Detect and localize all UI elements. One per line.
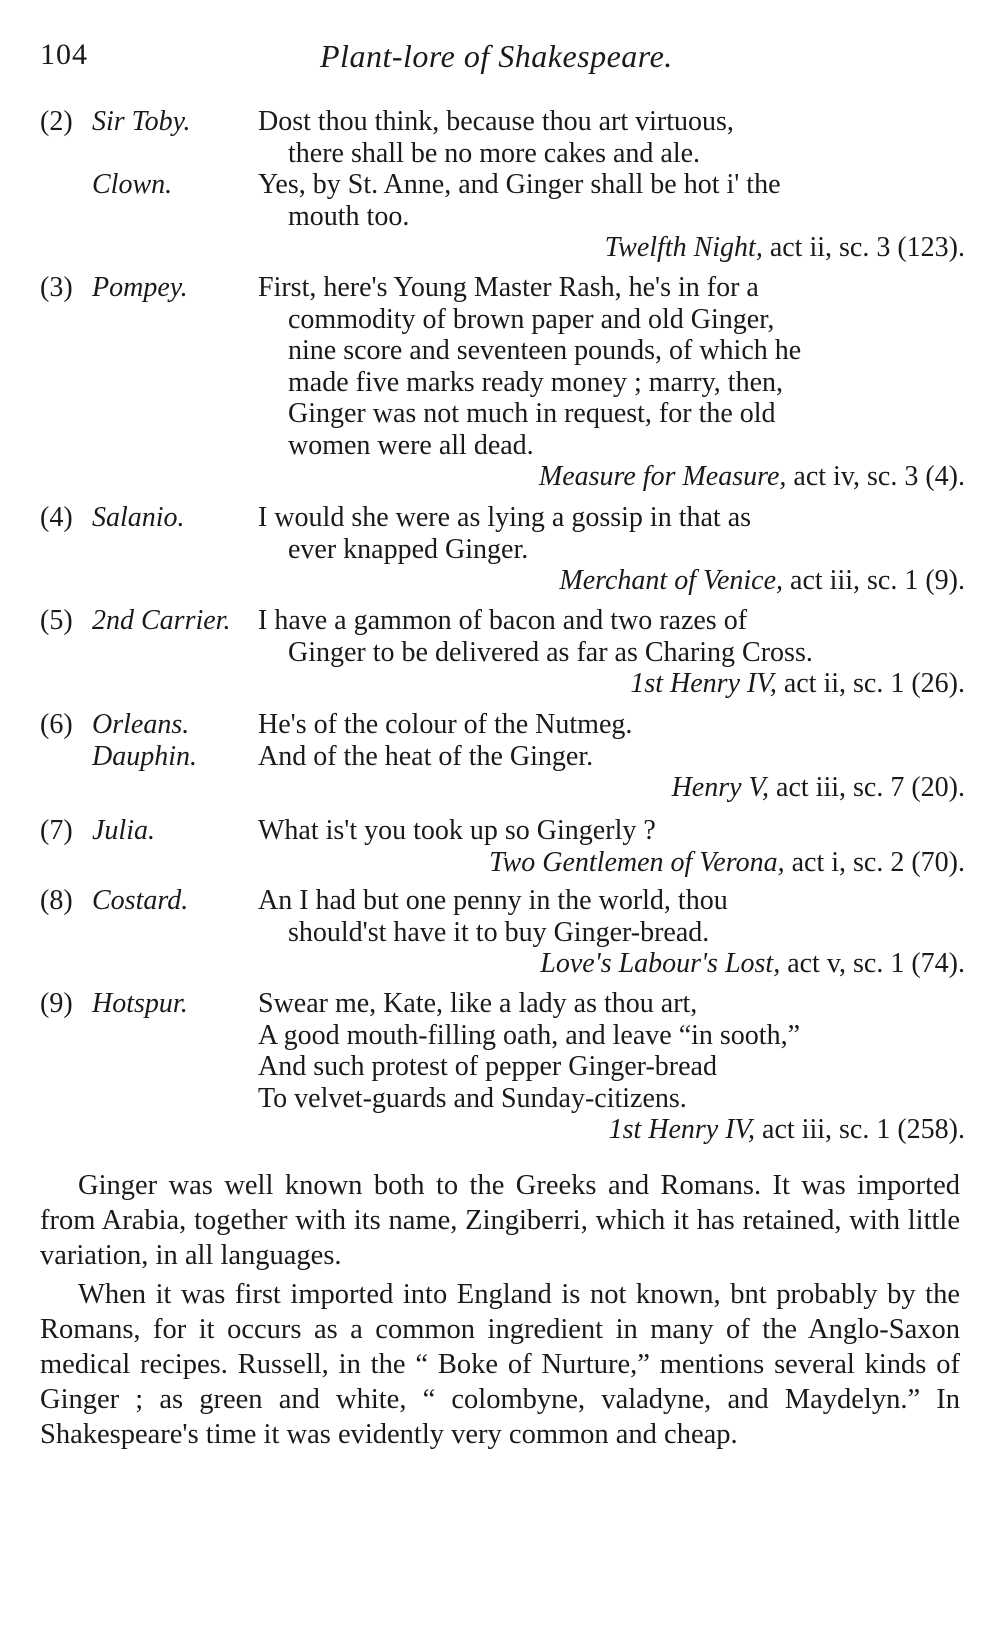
citation bbox=[40, 847, 965, 879]
speaker: Hotspur. bbox=[92, 988, 188, 1019]
quote-line: commodity of brown paper and old Ginger, bbox=[288, 303, 775, 335]
quote-number: (7) bbox=[40, 815, 73, 846]
quote-block bbox=[40, 502, 965, 597]
citation bbox=[40, 565, 965, 597]
citation-title: Merchant of Venice, bbox=[559, 565, 784, 596]
citation-title: Twelfth Night, bbox=[604, 232, 763, 263]
quote-line: Swear me, Kate, like a lady as thou art, bbox=[258, 988, 698, 1019]
speaker: Clown. bbox=[92, 169, 173, 200]
quote-number: (8) bbox=[40, 885, 73, 916]
citation-title: 1st Henry IV, bbox=[608, 1114, 756, 1145]
quote-block bbox=[40, 272, 965, 493]
speaker: Dauphin. bbox=[92, 740, 197, 772]
quote-number: (5) bbox=[40, 605, 73, 636]
citation-title: 1st Henry IV, bbox=[630, 668, 777, 699]
quote-line: And of the heat of the Ginger. bbox=[258, 740, 594, 772]
citation bbox=[40, 1114, 965, 1146]
quote-line: What is't you took up so Gingerly ? bbox=[258, 815, 656, 846]
quote-number: (2) bbox=[40, 106, 73, 137]
quote-line: ever knapped Ginger. bbox=[288, 533, 529, 565]
citation-title: Measure for Measure, bbox=[538, 461, 787, 492]
quote-block bbox=[40, 106, 965, 264]
quote-line: An I had but one penny in the world, thou bbox=[258, 885, 728, 916]
speaker: Sir Toby. bbox=[92, 106, 191, 137]
quote-number: (9) bbox=[40, 988, 73, 1019]
running-title: Plant-lore of Shakespeare. bbox=[320, 38, 673, 74]
quote-line: I would she were as lying a gossip in that as bbox=[258, 502, 752, 533]
quote-line: there shall be no more cakes and ale. bbox=[288, 137, 701, 169]
citation-ref: act ii, sc. 1 (26). bbox=[776, 668, 965, 699]
speaker: Costard. bbox=[92, 885, 189, 916]
citation bbox=[40, 232, 965, 264]
citation-ref: act iv, sc. 3 (4). bbox=[786, 461, 965, 492]
quote-line: A good mouth-filling oath, and leave “in sooth,” bbox=[258, 1019, 801, 1051]
quote-line: First, here's Young Master Rash, he's in for a bbox=[258, 272, 759, 303]
quote-line: Ginger was not much in request, for the old bbox=[288, 398, 776, 429]
paragraph: When it was first imported into England is not known, bnt probably by the Romans, for it occurs as a common ingredient in many of the Anglo-Saxon medical recipes. Russell, in the “ Boke of Nurture,” mentions several kinds of Ginger ; as green and white, “ colombyne, valadyne, and Maydelyn.” In Shakespeare's time it was evidently very common and cheap. bbox=[40, 1279, 960, 1450]
body-text bbox=[40, 1168, 960, 1456]
quote-line: To velvet-guards and Sunday-citizens. bbox=[258, 1082, 687, 1114]
citation-ref: act i, sc. 2 (70). bbox=[784, 846, 965, 878]
speaker: Julia. bbox=[92, 815, 155, 846]
quote-line: He's of the colour of the Nutmeg. bbox=[258, 709, 633, 740]
citation-ref: act v, sc. 1 (74). bbox=[780, 948, 965, 979]
citation-title: Henry V, bbox=[671, 772, 770, 803]
quote-line: should'st have it to buy Ginger-bread. bbox=[288, 916, 710, 948]
quote-block bbox=[40, 815, 965, 879]
speaker: Salanio. bbox=[92, 502, 185, 533]
citation-ref: act ii, sc. 3 (123). bbox=[762, 232, 965, 263]
quote-line: mouth too. bbox=[288, 200, 410, 232]
citation-ref: act iii, sc. 1 (9). bbox=[783, 565, 965, 596]
citation bbox=[40, 461, 965, 493]
page-number: 104 bbox=[40, 38, 88, 71]
quote-number: (4) bbox=[40, 502, 73, 533]
quote-block bbox=[40, 885, 965, 980]
quote-line: Dost thou think, because thou art virtuous, bbox=[258, 106, 734, 137]
page-header bbox=[40, 38, 960, 78]
quote-line: And such protest of pepper Ginger-bread bbox=[258, 1051, 717, 1082]
citation-ref: act iii, sc. 1 (258). bbox=[755, 1114, 965, 1145]
quote-number: (3) bbox=[40, 272, 73, 303]
speaker: Pompey. bbox=[92, 272, 188, 303]
citation bbox=[40, 668, 965, 700]
quote-number: (6) bbox=[40, 709, 73, 740]
quote-line: I have a gammon of bacon and two razes of bbox=[258, 605, 748, 636]
citation bbox=[40, 772, 965, 804]
quote-line: nine score and seventeen pounds, of which he bbox=[288, 335, 802, 366]
citation-title: Love's Labour's Lost, bbox=[540, 948, 781, 979]
quote-line: made five marks ready money ; marry, then, bbox=[288, 366, 784, 398]
citation-title: Two Gentlemen of Verona, bbox=[489, 846, 785, 878]
speaker: 2nd Carrier. bbox=[92, 605, 231, 636]
paragraph: Ginger was well known both to the Greeks and Romans. It was imported from Arabia, together with its name, Zingiberri, which it has retained, with little variation, in all languages. bbox=[40, 1170, 960, 1271]
citation bbox=[40, 948, 965, 980]
quote-block bbox=[40, 709, 965, 804]
quote-block bbox=[40, 605, 965, 700]
quote-block bbox=[40, 988, 965, 1146]
quote-line: women were all dead. bbox=[288, 429, 534, 461]
quote-line: Ginger to be delivered as far as Charing Cross. bbox=[288, 636, 813, 668]
citation-ref: act iii, sc. 7 (20). bbox=[769, 772, 965, 803]
speaker: Orleans. bbox=[92, 709, 190, 740]
quote-line: Yes, by St. Anne, and Ginger shall be hot i' the bbox=[258, 169, 781, 200]
